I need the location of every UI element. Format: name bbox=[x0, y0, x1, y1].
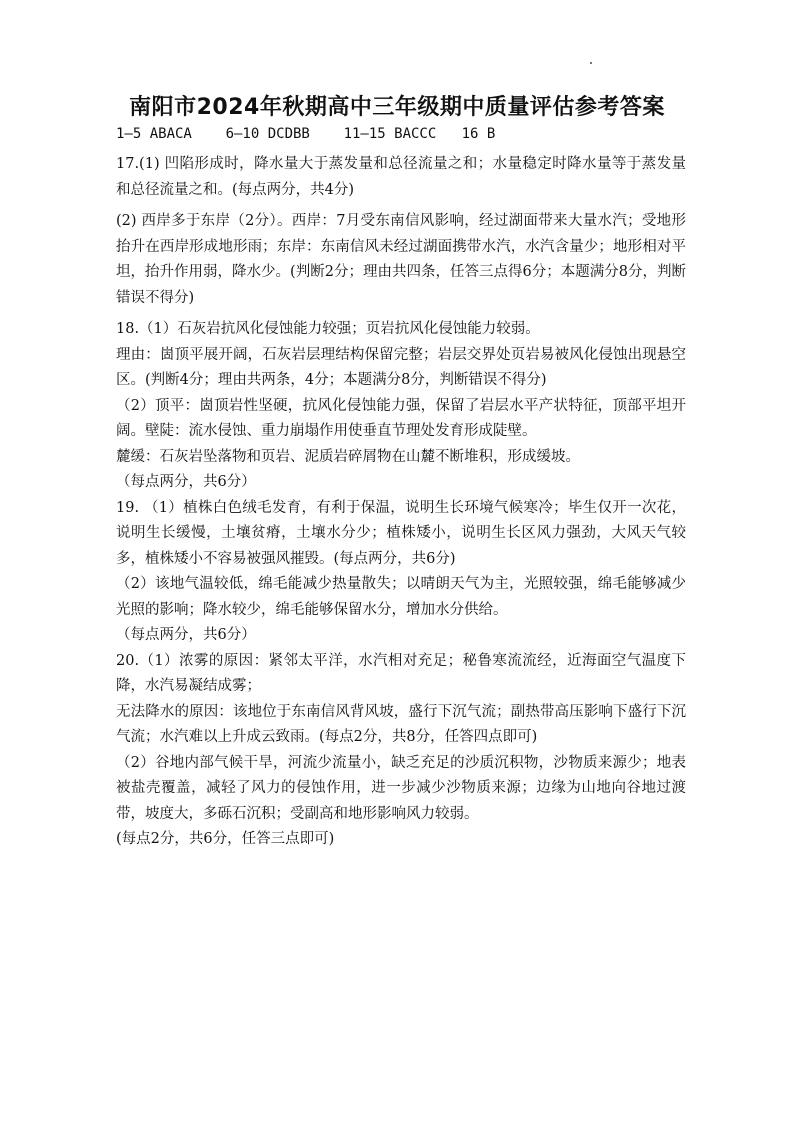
answer-19-2-score: （每点两分，共6分） bbox=[116, 627, 256, 643]
answer-17-1: 17.(1) 凹陷形成时，降水量大于蒸发量和总径流量之和；水量稳定时降水量等于蒸发量和总径流量之和。(每点两分，共4分) bbox=[116, 156, 686, 198]
answer-20-1-rain: 无法降水的原因：该地位于东南信风背风坡，盛行下沉气流；副热带高压影响下盛行下沉气流；水汽难以上升成云致雨。(每点2分，共8分，任答四点即可) bbox=[116, 703, 686, 745]
multiple-choice-answers: 1—5 ABACA 6—10 DCDBB 11—15 BACCC 16 B bbox=[116, 126, 496, 142]
answer-18-2: （2）顶平：崮顶岩性坚硬，抗风化侵蚀能力强，保留了岩层水平产状特征，顶部平坦开阔。壁陡：流水侵蚀、重力崩塌作用使垂直节理处发育形成陡壁。 bbox=[116, 397, 686, 439]
answer-18-1: 18.（1）石灰岩抗风化侵蚀能力较强；页岩抗风化侵蚀能力较弱。 bbox=[116, 321, 540, 337]
page-title: 南阳市2024年秋期高中三年级期中质量评估参考答案 bbox=[129, 95, 665, 120]
answer-17-2: (2) 西岸多于东岸（2分）。西岸：7月受东南信风影响，经过湖面带来大量水汽；受地形抬升在西岸形成地形雨；东岸：东南信风未经过湖面携带水汽，水汽含量少；地形相对平坦，抬升作用弱，降水少。(判断2分；理由共四条，任答三点得6分；本题满分8分，判断错误不得分) bbox=[116, 213, 686, 306]
scan-speck bbox=[590, 62, 592, 64]
answer-20-2: （2）谷地内部气候干旱，河流少流量小，缺乏充足的沙质沉积物，沙物质来源少；地表被盐壳覆盖，减轻了风力的侵蚀作用，进一步减少沙物质来源；边缘为山地向谷地过渡带，坡度大，多砾石沉积；受副高和地形影响风力较弱。 bbox=[116, 754, 686, 822]
answer-19-1: 19. （1）植株白色绒毛发育，有利于保温，说明生长环境气候寒冷；毕生仅开一次花，说明生长缓慢，土壤贫瘠，土壤水分少；植株矮小，说明生长区风力强劲，大风天气较多，植株矮小不容易被强风摧毁。(每点两分，共6分) bbox=[116, 499, 686, 567]
answer-19-2: （2）该地气温较低，绵毛能减少热量散失；以晴朗天气为主，光照较强，绵毛能够减少光照的影响；降水较少，绵毛能够保留水分，增加水分供给。 bbox=[116, 576, 686, 618]
answer-body bbox=[116, 152, 686, 853]
answer-18-2-score: （每点两分，共6分） bbox=[116, 474, 256, 490]
answer-20-1: 20.（1）浓雾的原因：紧邻太平洋，水汽相对充足；秘鲁寒流流经，近海面空气温度下降，水汽易凝结成雾； bbox=[116, 652, 686, 694]
answer-18-2-slope: 麓缓：石灰岩坠落物和页岩、泥质岩碎屑物在山麓不断堆积，形成缓坡。 bbox=[116, 448, 580, 465]
answer-18-1-reason: 理由：崮顶平展开阔，石灰岩层理结构保留完整；岩层交界处页岩易被风化侵蚀出现悬空区。(判断4分；理由共两条，4分；本题满分8分，判断错误不得分) bbox=[116, 346, 686, 388]
answer-20-2-score: (每点2分，共6分，任答三点即可) bbox=[116, 831, 335, 847]
